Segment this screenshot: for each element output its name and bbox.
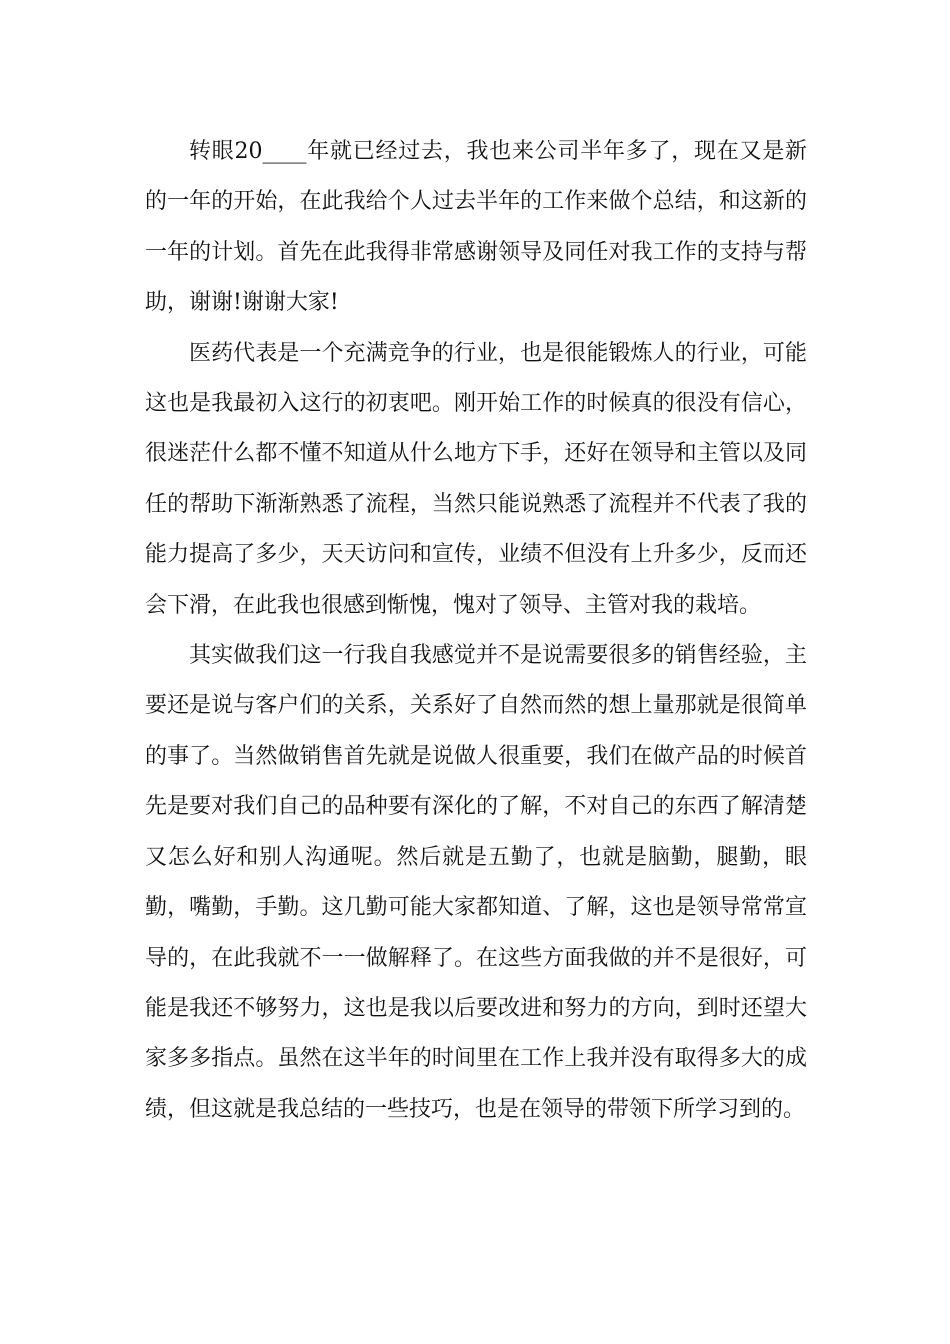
paragraph-intro: 转眼20____年就已经过去，我也来公司半年多了，现在又是新的一年的开始，在此我给个人过去半年的工作来做个总结，和这新的一年的计划。首先在此我得非常感谢领导及同任对我工作的支持与帮助，谢谢!谢谢大家! bbox=[145, 139, 807, 316]
document-body bbox=[145, 127, 807, 1135]
paragraph-experience: 其实做我们这一行我自我感觉并不是说需要很多的销售经验，主要还是说与客户们的关系，关系好了自然而然的想上量那就是很简单的事了。当然做销售首先就是说做人很重要，我们在做产品的时候首先是要对我们自己的品种要有深化的了解，不对自己的东西了解清楚又怎么好和别人沟通呢。然后就是五勤了，也就是脑勤，腿勤，眼勤，嘴勤，手勤。这几勤可能大家都知道、了解，这也是领导常常宣导的，在此我就不一一做解释了。在这些方面我做的并不是很好，可能是我还不够努力，这也是我以后要改进和努力的方向，到时还望大家多多指点。虽然在这半年的时间里在工作上我并没有取得多大的成绩，但这就是我总结的一些技巧，也是在领导的带领下所学习到的。 bbox=[145, 643, 807, 1122]
paragraph-industry: 医药代表是一个充满竞争的行业，也是很能锻炼人的行业，可能这也是我最初入这行的初衷吧。刚开始工作的时候真的很没有信心，很迷茫什么都不懂不知道从什么地方下手，还好在领导和主管以及同任的帮助下渐渐熟悉了流程，当然只能说熟悉了流程并不代表了我的能力提高了多少，天天访问和宣传，业绩不但没有上升多少，反而还会下滑，在此我也很感到惭愧，愧对了领导、主管对我的栽培。 bbox=[145, 340, 807, 618]
